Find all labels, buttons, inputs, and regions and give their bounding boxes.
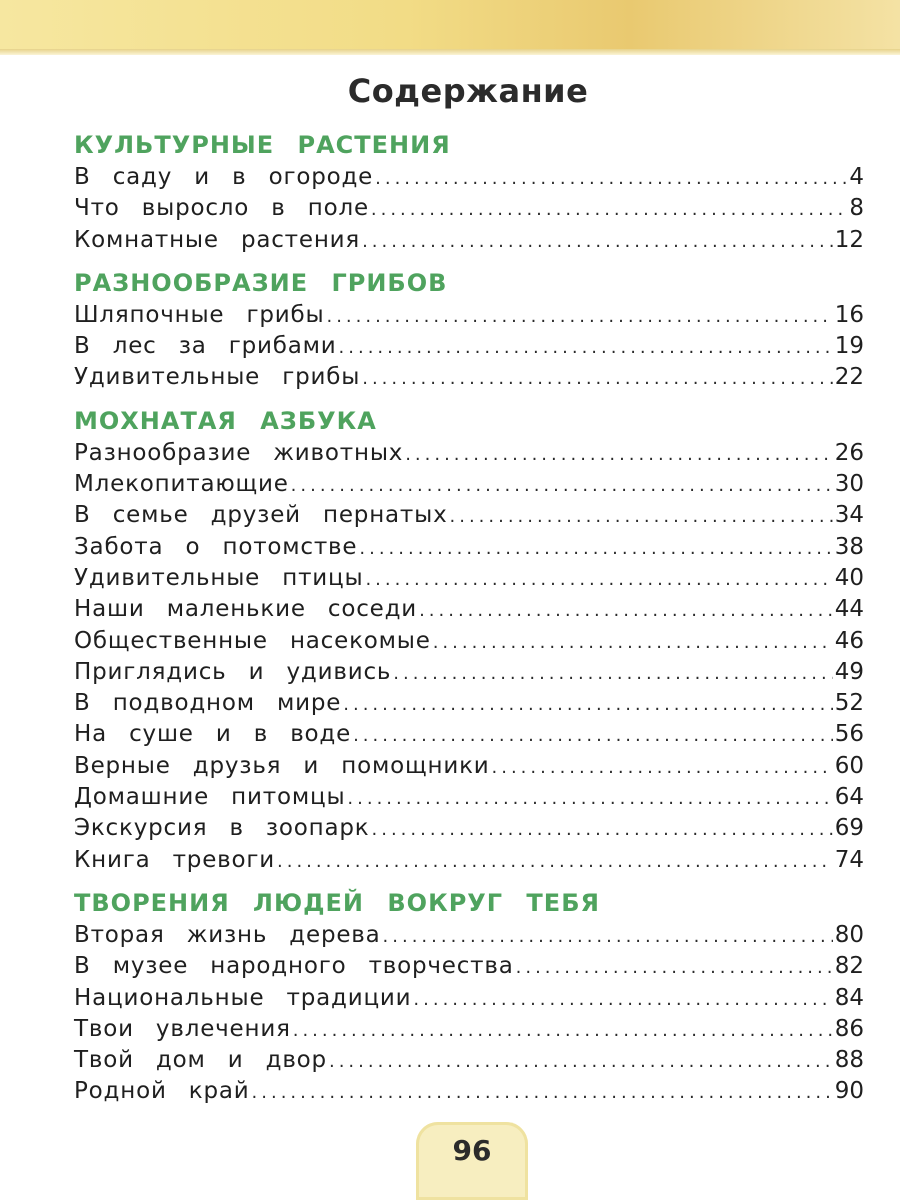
- toc-entry-page: 38: [834, 533, 864, 560]
- toc-entry-page: 34: [834, 502, 864, 529]
- dot-leader: [291, 470, 833, 501]
- dot-leader: [393, 658, 832, 689]
- toc-entry-label: Комнатные растения: [74, 226, 361, 253]
- table-of-contents: [74, 128, 864, 1108]
- toc-entry-label: В подводном мире: [74, 690, 342, 717]
- dot-leader: [362, 363, 833, 394]
- dot-leader: [371, 194, 847, 225]
- toc-entry[interactable]: [74, 300, 864, 331]
- toc-entry-page: 88: [834, 1047, 864, 1074]
- toc-entry-page: 22: [834, 364, 864, 391]
- toc-entry-label: Родной край: [74, 1078, 250, 1105]
- dot-leader: [433, 627, 833, 658]
- toc-entry-label: Твои увлечения: [74, 1015, 291, 1042]
- toc-entry[interactable]: [74, 225, 864, 256]
- section-heading: МОХНАТАЯ АЗБУКА: [74, 406, 377, 435]
- toc-entry-label: Млекопитающие: [74, 471, 289, 498]
- toc-entry-label: Домашние питомцы: [74, 784, 346, 811]
- toc-entry-page: 44: [834, 596, 864, 623]
- toc-entry[interactable]: [74, 594, 864, 625]
- toc-entry-label: Экскурсия в зоопарк: [74, 815, 370, 842]
- toc-entry-label: Разнообразие животных: [74, 439, 404, 466]
- section-heading: РАЗНООБРАЗИЕ ГРИБОВ: [74, 268, 448, 297]
- toc-entry-label: Приглядись и удивись: [74, 658, 392, 685]
- toc-entry-page: 64: [834, 784, 864, 811]
- toc-entry-page: 56: [834, 721, 864, 748]
- toc-entry-page: 86: [834, 1015, 864, 1042]
- dot-leader: [329, 1046, 833, 1077]
- toc-entry-label: В лес за грибами: [74, 333, 337, 360]
- dot-leader: [277, 846, 833, 877]
- toc-entry-page: 16: [834, 301, 864, 328]
- dot-leader: [383, 921, 833, 952]
- dot-leader: [343, 689, 832, 720]
- toc-entry-page: 52: [834, 690, 864, 717]
- toc-entry-label: Наши маленькие соседи: [74, 596, 418, 623]
- dot-leader: [252, 1077, 833, 1108]
- toc-entry-label: Шляпочные грибы: [74, 301, 325, 328]
- toc-entry[interactable]: [74, 845, 864, 876]
- toc-entry[interactable]: [74, 626, 864, 657]
- toc-entry[interactable]: [74, 438, 864, 469]
- toc-entry[interactable]: [74, 532, 864, 563]
- toc-entry-page: 12: [834, 226, 864, 253]
- toc-entry[interactable]: [74, 331, 864, 362]
- toc-entry-page: 19: [834, 333, 864, 360]
- toc-entry[interactable]: [74, 719, 864, 750]
- toc-entry-page: 60: [834, 752, 864, 779]
- dot-leader: [413, 984, 832, 1015]
- dot-leader: [339, 332, 833, 363]
- dot-leader: [372, 814, 833, 845]
- toc-entry-page: 80: [834, 921, 864, 948]
- toc-entry[interactable]: [74, 500, 864, 531]
- dot-leader: [326, 301, 832, 332]
- dot-leader: [375, 163, 847, 194]
- toc-entry[interactable]: [74, 362, 864, 393]
- toc-entry[interactable]: [74, 951, 864, 982]
- toc-entry-page: 40: [834, 564, 864, 591]
- toc-entry[interactable]: [74, 1045, 864, 1076]
- dot-leader: [293, 1015, 833, 1046]
- toc-entry-page: 69: [834, 815, 864, 842]
- toc-entry-page: 8: [849, 195, 864, 222]
- dot-leader: [492, 752, 833, 783]
- dot-leader: [347, 783, 832, 814]
- header-band-edge: [0, 49, 900, 55]
- toc-entry-page: 26: [834, 439, 864, 466]
- dot-leader: [516, 952, 833, 983]
- dot-leader: [359, 533, 832, 564]
- dot-leader: [450, 501, 833, 532]
- toc-entry-label: Твой дом и двор: [74, 1047, 327, 1074]
- toc-entry[interactable]: [74, 983, 864, 1014]
- toc-entry[interactable]: [74, 193, 864, 224]
- section-heading: ТВОРЕНИЯ ЛЮДЕЙ ВОКРУГ ТЕБЯ: [74, 888, 600, 917]
- toc-entry[interactable]: [74, 1076, 864, 1107]
- toc-entry-label: Вторая жизнь дерева: [74, 921, 381, 948]
- toc-entry[interactable]: [74, 657, 864, 688]
- toc-entry-page: 74: [834, 846, 864, 873]
- toc-entry-label: В музее народного творчества: [74, 953, 514, 980]
- toc-entry-label: Национальные традиции: [74, 984, 412, 1011]
- section-heading: КУЛЬТУРНЫЕ РАСТЕНИЯ: [74, 131, 451, 159]
- toc-entry[interactable]: [74, 920, 864, 951]
- decorative-header-band: [0, 0, 900, 55]
- toc-entry-label: Забота о потомстве: [74, 533, 358, 560]
- toc-entry-label: Книга тревоги: [74, 846, 276, 873]
- toc-entry[interactable]: [74, 563, 864, 594]
- dot-leader: [362, 226, 833, 257]
- toc-entry[interactable]: [74, 469, 864, 500]
- toc-entry[interactable]: [74, 162, 864, 193]
- dot-leader: [365, 564, 832, 595]
- page-number: 96: [452, 1134, 492, 1167]
- toc-entry-label: Удивительные птицы: [74, 564, 364, 591]
- page-title: Содержание: [347, 72, 589, 110]
- toc-entry-page: 46: [834, 627, 864, 654]
- dot-leader: [419, 595, 833, 626]
- toc-entry-page: 84: [834, 984, 864, 1011]
- toc-entry-page: 4: [849, 164, 864, 190]
- toc-entry-label: В саду и в огороде: [74, 164, 374, 190]
- toc-entry-label: Что выросло в поле: [74, 195, 369, 222]
- toc-entry-label: Удивительные грибы: [74, 364, 361, 391]
- toc-entry-label: Общественные насекомые: [74, 627, 431, 654]
- toc-entry-page: 49: [834, 658, 864, 685]
- dot-leader: [353, 720, 833, 751]
- toc-entry[interactable]: [74, 1014, 864, 1045]
- toc-entry-label: На суше и в воде: [74, 721, 352, 748]
- toc-entry-page: 30: [834, 471, 864, 498]
- toc-entry-page: 82: [834, 953, 864, 980]
- dot-leader: [405, 439, 833, 470]
- toc-entry[interactable]: [74, 782, 864, 813]
- toc-entry-label: Верные друзья и помощники: [74, 752, 490, 779]
- toc-entry[interactable]: [74, 688, 864, 719]
- toc-entry-page: 90: [834, 1078, 864, 1105]
- toc-entry[interactable]: [74, 751, 864, 782]
- toc-entry-label: В семье друзей пернатых: [74, 502, 448, 529]
- toc-entry[interactable]: [74, 813, 864, 844]
